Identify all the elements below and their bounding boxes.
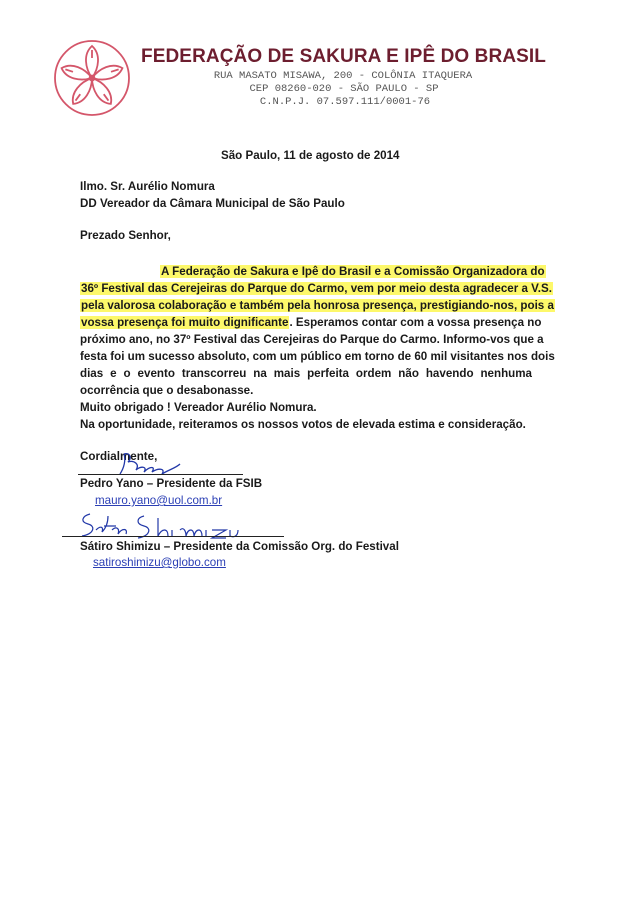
- body-line: vossa presença foi muito dignificante. Esperamos contar com a vossa presença no: [81, 316, 542, 329]
- greeting: Prezado Senhor,: [80, 229, 171, 242]
- thanks-line: Muito obrigado ! Vereador Aurélio Nomura.: [80, 401, 317, 414]
- signer-name-title: Sátiro Shimizu – Presidente da Comissão Org. do Festival: [80, 540, 399, 553]
- signature-line: [78, 474, 243, 475]
- recipient-name: Ilmo. Sr. Aurélio Nomura: [80, 180, 215, 193]
- signature-line: [62, 536, 284, 537]
- body-line: festa foi um sucesso absoluto, com um público em torno de 60 mil visitantes nos dois: [80, 350, 555, 363]
- body-line: ocorrência que o desabonasse.: [80, 384, 254, 397]
- body-line: A Federação de Sakura e Ipê do Brasil e a Comissão Organizadora do: [161, 265, 545, 278]
- regards-line: Na oportunidade, reiteramos os nossos votos de elevada estima e consideração.: [80, 418, 526, 431]
- address-line: CEP 08260-020 - SÃO PAULO - SP: [249, 83, 439, 95]
- recipient-title: DD Vereador da Câmara Municipal de São Paulo: [80, 197, 345, 210]
- closing: Cordialmente,: [80, 450, 158, 463]
- signer-email-link[interactable]: satiroshimizu@globo.com: [93, 556, 226, 569]
- letter-date: São Paulo, 11 de agosto de 2014: [221, 149, 400, 162]
- body-line: dias e o evento transcorreu na mais perfeita ordem não havendo nenhuma: [80, 367, 532, 380]
- org-name: FEDERAÇÃO DE SAKURA E IPÊ DO BRASIL: [141, 46, 546, 67]
- address-line: RUA MASATO MISAWA, 200 - COLÔNIA ITAQUERA: [213, 70, 473, 82]
- body-line: próximo ano, no 37º Festival das Cerejeiras do Parque do Carmo. Informo-vos que a: [80, 333, 544, 346]
- body-line: 36º Festival das Cerejeiras do Parque do Carmo, vem por meio desta agradecer a V.S.: [81, 282, 552, 295]
- signer-email-link[interactable]: mauro.yano@uol.com.br: [95, 494, 223, 507]
- cnpj-line: C.N.P.J. 07.597.111/0001-76: [259, 96, 431, 108]
- body-line: pela valorosa colaboração e também pela honrosa presença, prestigiando-nos, pois a: [81, 299, 554, 312]
- signer-name-title: Pedro Yano – Presidente da FSIB: [80, 477, 263, 490]
